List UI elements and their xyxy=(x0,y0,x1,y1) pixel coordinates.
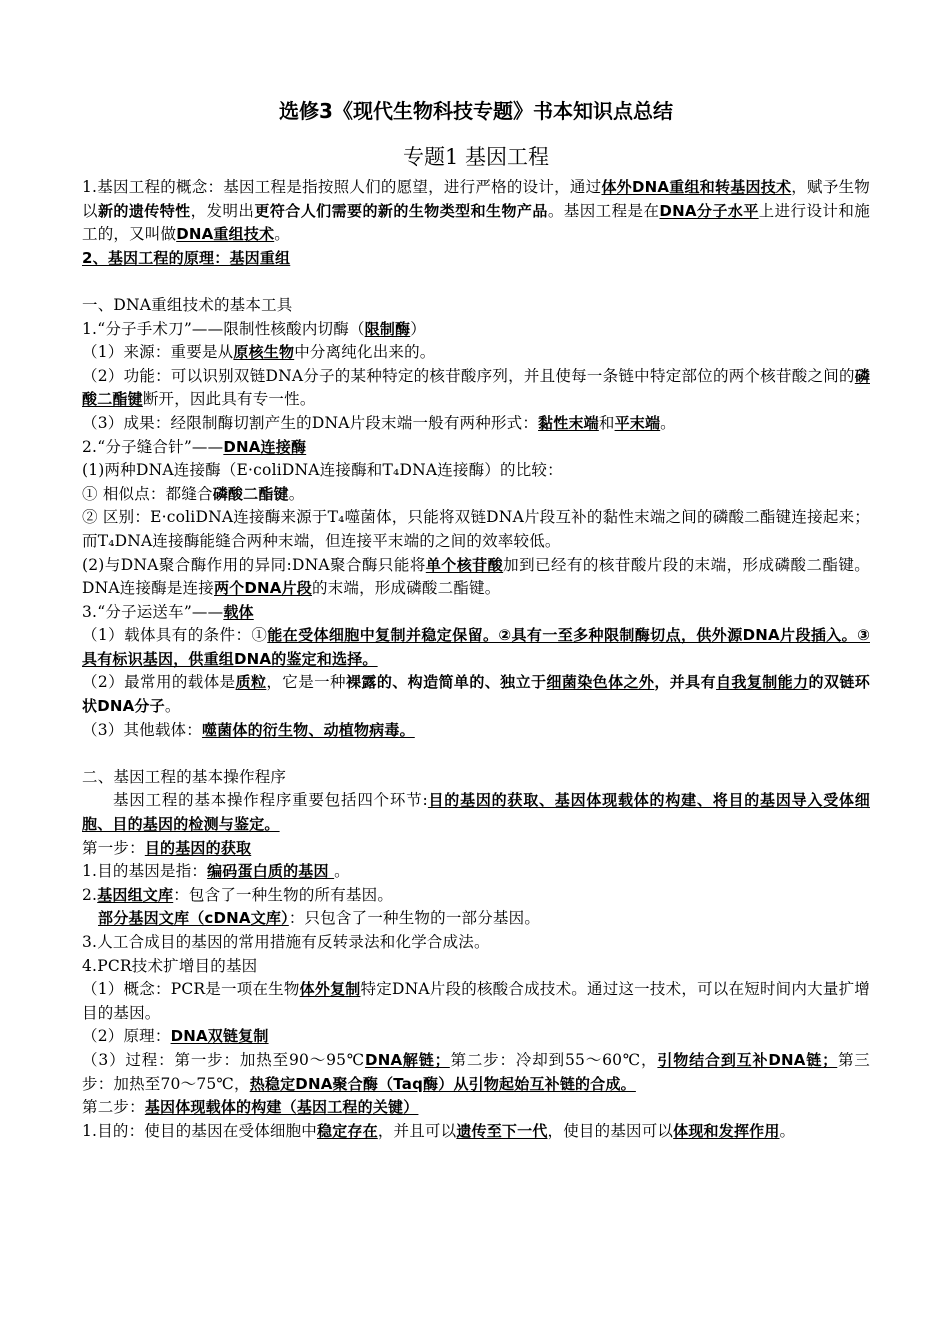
paragraph xyxy=(82,907,870,931)
section-title: 专题1 基因工程 xyxy=(402,145,550,169)
text-run: 3.“分子运送车”—— xyxy=(82,602,224,621)
paragraph xyxy=(82,719,870,743)
paragraph xyxy=(82,459,870,483)
text-run: 2.“分子缝合针”—— xyxy=(82,437,224,456)
paragraph xyxy=(82,436,870,460)
paragraph xyxy=(82,978,870,1025)
underlined-text: DNA双链复制 xyxy=(170,1027,269,1046)
underlined-text: 编码蛋白质的基因 xyxy=(207,862,335,881)
text-run: 1.目的：使目的基因在受体细胞中 xyxy=(82,1121,317,1140)
text-run: 。 xyxy=(779,1121,796,1140)
emphasis-text xyxy=(601,178,791,196)
text-run: 二、基因工程的基本操作程序 xyxy=(82,767,287,786)
text-run: ② 区别：E·coliDNA连接酶来源于T₄噬菌体，只能将双链DNA片段互补的黏性末端之间的磷酸二酯键连接起来；而T₄DNA连接酶能缝合两种末端，但连接平末端的之间的效率较低。 xyxy=(82,508,870,550)
text-run: 3.人工合成目的基因的常用措施有反转录法和化学合成法。 xyxy=(82,933,490,951)
text-run: 1.“分子手术刀”——限制性核酸内切酶（ xyxy=(82,319,365,338)
emphasis-text xyxy=(97,886,173,904)
text-run: 。 xyxy=(334,862,350,881)
emphasis-text xyxy=(317,1122,378,1140)
text-run: 。基因工程是在 xyxy=(547,201,660,220)
text-run: (2)与DNA聚合酶作用的异同:DNA聚合酶只能将 xyxy=(82,555,426,574)
underlined-text: 两个DNA片段 xyxy=(213,579,312,598)
blank-line xyxy=(82,270,870,294)
paragraph xyxy=(82,1120,870,1144)
underlined-text: DNA分子水平 xyxy=(659,201,759,220)
text-run: ） xyxy=(410,319,426,338)
blank-line xyxy=(82,742,870,766)
text-run: ：只包含了一种生物的一部分基因。 xyxy=(288,909,541,928)
paragraph xyxy=(82,624,870,671)
text-run: 中分离纯化出来的。 xyxy=(294,343,436,362)
text-run: 1.基因工程的概念：基因工程是指按照人们的愿望，进行严格的设计，通过 xyxy=(82,178,602,196)
emphasis-text xyxy=(426,556,503,574)
paragraph xyxy=(82,766,870,790)
paragraph xyxy=(82,837,870,861)
text-run: （3）过程：第一步：加热至90～95℃ xyxy=(82,1050,366,1069)
emphasis-text xyxy=(236,673,267,691)
emphasis-text xyxy=(657,1051,837,1069)
underlined-text: 载体 xyxy=(223,602,254,621)
underlined-text: 2、基因工程的原理：基因重组 xyxy=(82,248,291,267)
bold-text: 新的遗传特性 xyxy=(97,201,191,220)
text-run: 上进行设计和施工的，又叫做 xyxy=(82,201,871,244)
emphasis-text xyxy=(207,862,334,880)
emphasis-text xyxy=(365,1051,450,1069)
underlined-text: 黏性末端 xyxy=(538,413,599,432)
bold-text: 更符合人们需要的新的生物类型和生物产品 xyxy=(254,201,548,220)
text-run: （2）最常用的载体是 xyxy=(82,673,236,692)
underlined-text: 稳定存在 xyxy=(317,1121,378,1140)
underlined-text: 部分基因文库（cDNA文库） xyxy=(98,909,289,928)
document-page xyxy=(82,96,870,1143)
text-run: （1）概念：PCR是一项在生物 xyxy=(82,980,300,999)
text-run: 基因工程的基本操作程序重要包括四个环节: xyxy=(113,791,428,810)
text-run: 第二步： xyxy=(82,1098,145,1117)
paragraph xyxy=(82,671,870,718)
text-run: 2. xyxy=(82,885,98,904)
paragraph xyxy=(82,294,870,318)
paragraph xyxy=(82,1049,870,1096)
underlined-text: 目的基因的获取 xyxy=(144,838,252,857)
emphasis-text xyxy=(145,1098,419,1116)
text-run: 第一步： xyxy=(82,838,145,857)
paragraph xyxy=(82,1025,870,1049)
text-run: 和 xyxy=(598,413,615,432)
paragraph xyxy=(82,176,870,247)
emphasis-text xyxy=(176,225,274,243)
text-run: 4.PCR技术扩增目的基因 xyxy=(82,956,258,975)
underlined-text: 遗传至下一代 xyxy=(456,1121,548,1140)
text-run: ，它是一种 xyxy=(266,673,346,692)
text-run: 一、DNA重组技术的基本工具 xyxy=(82,295,293,314)
underlined-text: 基因组文库 xyxy=(97,885,174,904)
paragraph xyxy=(82,318,870,342)
text-run: ：包含了一种生物的所有基因。 xyxy=(173,885,394,904)
paragraph xyxy=(82,554,870,601)
text-run: 第二步：冷却到55～60℃， xyxy=(449,1050,658,1069)
paragraph xyxy=(82,247,870,271)
text-run: （3）成果：经限制酶切割产生的DNA片段末端一般有两种形式： xyxy=(82,413,539,432)
emphasis-text xyxy=(538,414,599,432)
underlined-text: 原核生物 xyxy=(233,343,295,362)
text-run: ，使目的基因可以 xyxy=(547,1121,674,1140)
emphasis-text xyxy=(250,1075,636,1093)
paragraph xyxy=(82,341,870,365)
emphasis-text xyxy=(98,909,289,927)
underlined-text: DNA重组技术 xyxy=(176,225,275,244)
emphasis-text xyxy=(214,579,312,597)
text-run: ，发明出 xyxy=(190,201,255,220)
bold-text: ，并具有 xyxy=(654,673,717,692)
bold-text: 裸露的、构造简单的、独立于 xyxy=(345,673,547,692)
emphasis-text xyxy=(82,249,290,267)
emphasis-text xyxy=(546,673,654,691)
emphasis-text xyxy=(365,320,411,338)
emphasis-text xyxy=(673,1122,779,1140)
underlined-text: 目的基因的获取、基因体现载体的构建、将目的基因导入受体细胞、目的基因的检测与鉴定。 xyxy=(82,791,870,834)
emphasis-text xyxy=(223,603,253,621)
page-title: 选修3《现代生物科技专题》书本知识点总结 xyxy=(279,99,673,123)
underlined-text: 限制酶 xyxy=(364,319,411,338)
paragraph xyxy=(82,1096,870,1120)
text-run: 的末端，形成磷酸二酯键。 xyxy=(312,579,501,598)
underlined-text: 磷酸二酯键 xyxy=(82,366,870,409)
underlined-text: 体外复制 xyxy=(299,980,361,999)
underlined-text: DNA解链； xyxy=(365,1050,450,1069)
text-run: 加到已经有的核苷酸片段的末端，形成磷酸二酯键。DNA连接酶是连接 xyxy=(82,555,870,598)
paragraph xyxy=(82,860,870,884)
underlined-text: 细菌染色体之外 xyxy=(546,673,655,692)
emphasis-text xyxy=(716,673,809,691)
text-run: 第三步：加热至70～75℃， xyxy=(82,1050,871,1093)
paragraph xyxy=(82,601,870,625)
underlined-text: DNA连接酶 xyxy=(223,437,307,456)
underlined-text: 体外DNA重组和转基因技术 xyxy=(601,178,792,196)
text-run: （1）载体具有的条件：① xyxy=(82,626,268,645)
text-run: 特定DNA片段的核酸合成技术。通过这一技术，可以在短时间内大量扩增目的基因。 xyxy=(82,980,870,1022)
emphasis-text xyxy=(233,343,294,361)
emphasis-text xyxy=(202,721,415,739)
text-run: ① 相似点：都缝合 xyxy=(82,484,213,503)
underlined-text: 质粒 xyxy=(235,673,267,692)
underlined-text: 自我复制能力 xyxy=(716,673,809,692)
emphasis-text xyxy=(456,1122,547,1140)
emphasis-text xyxy=(223,438,306,456)
underlined-text: 噬菌体的衍生物、动植物病毒。 xyxy=(201,720,415,739)
emphasis-text xyxy=(145,839,251,857)
paragraph xyxy=(82,931,870,955)
text-run: (1)两种DNA连接酶（E·coliDNA连接酶和T₄DNA连接酶）的比较： xyxy=(82,461,563,480)
text-run: 。 xyxy=(288,484,305,503)
paragraph xyxy=(82,483,870,507)
text-run: 。 xyxy=(660,413,676,432)
text-run: （3）其他载体： xyxy=(82,720,202,739)
text-run: 断开，因此具有专一性。 xyxy=(142,390,316,409)
text-run: 。 xyxy=(164,697,181,716)
paragraph xyxy=(82,955,870,979)
text-run: （2）功能：可以识别双链DNA分子的某种特定的核苷酸序列，并且使每一条链中特定部位的两个核苷酸之间的 xyxy=(82,366,855,385)
underlined-text: 单个核苷酸 xyxy=(425,555,504,574)
document-body xyxy=(82,176,870,1143)
paragraph xyxy=(82,365,870,412)
paragraph xyxy=(82,506,870,553)
bold-text: 的双链环状DNA分子 xyxy=(82,673,870,716)
underlined-text: 体现和发挥作用 xyxy=(673,1121,780,1140)
paragraph xyxy=(82,412,870,436)
underlined-text: 能在受体细胞中复制并稳定保留。②具有一至多种限制酶切点，供外源DNA片段插入。③具有标识基因，供重组DNA的鉴定和选择。 xyxy=(82,626,870,668)
text-run: ，赋予生物以 xyxy=(82,178,870,220)
text-run: （2）原理： xyxy=(82,1027,171,1046)
emphasis-text xyxy=(300,980,361,998)
underlined-text: 平末端 xyxy=(614,413,661,432)
emphasis-text xyxy=(615,414,661,432)
emphasis-text xyxy=(659,202,758,220)
bold-text: 磷酸二酯键 xyxy=(212,484,289,503)
underlined-text: 热稳定DNA聚合酶（Taq酶）从引物起始互补链的合成。 xyxy=(249,1074,636,1093)
paragraph xyxy=(82,884,870,908)
text-run: （1）来源：重要是从 xyxy=(82,343,234,362)
paragraph xyxy=(82,789,870,836)
text-run: ，并且可以 xyxy=(377,1121,457,1140)
emphasis-text xyxy=(171,1027,269,1045)
underlined-text: 基因体现载体的构建（基因工程的关键） xyxy=(144,1098,419,1117)
text-run: 。 xyxy=(274,225,290,244)
underlined-text: 引物结合到互补DNA链； xyxy=(657,1050,838,1069)
text-run: 1.目的基因是指： xyxy=(82,862,208,881)
